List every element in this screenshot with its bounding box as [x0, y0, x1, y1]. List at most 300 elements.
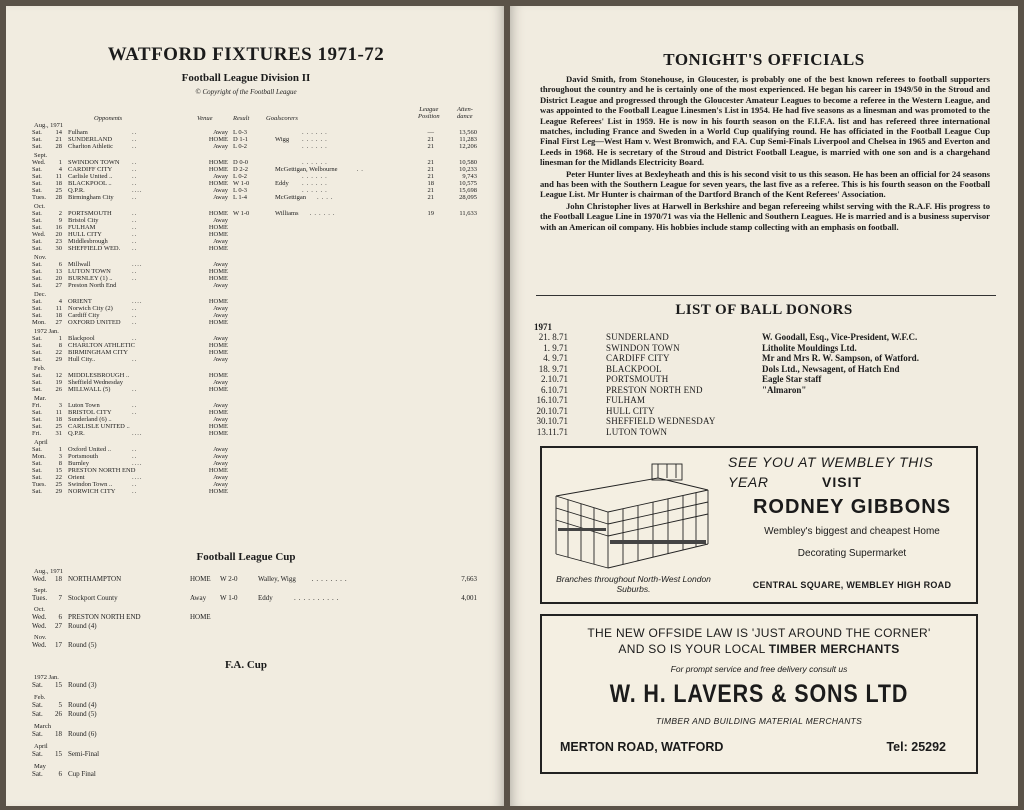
donor-name: Mr and Mrs R. W. Sampson, of Watford. — [762, 353, 919, 363]
fixture-position: 19 — [427, 210, 434, 217]
fixture-date: 11 — [55, 173, 62, 180]
leader-dots: .. — [132, 217, 138, 224]
fixture-date: 13 — [55, 268, 62, 275]
fixture-row — [32, 129, 492, 136]
fixture-goalscorers: Eddy — [258, 594, 273, 602]
fixture-opponent: PRESTON NORTH END — [68, 613, 141, 621]
fixture-venue: Away — [213, 460, 228, 467]
fixture-opponent: Round (4) — [68, 622, 97, 630]
fixture-goalscorers: Williams — [275, 210, 299, 217]
fixture-row — [32, 231, 492, 238]
fixture-day: Sat. — [32, 238, 42, 245]
month-label: 1972 Jan. — [34, 674, 59, 681]
donor-row — [534, 385, 1004, 396]
cup-fixture-row — [32, 594, 492, 604]
divider — [536, 295, 996, 296]
fixture-opponent: NORTHAMPTON — [68, 575, 122, 583]
donor-match: HULL CITY — [606, 405, 655, 416]
fixture-date: 25 — [55, 187, 62, 194]
donor-date: 6.10.71 — [541, 384, 568, 395]
donor-date: 21. 8.71 — [538, 332, 568, 342]
fixture-row — [32, 275, 492, 282]
leader-dots: .... — [132, 187, 143, 194]
fixture-position: 21 — [427, 173, 434, 180]
fixture-venue: Away — [213, 481, 228, 488]
fixture-date: 28 — [55, 143, 62, 150]
fixture-date: 26 — [55, 710, 62, 718]
leader-dots: .. — [132, 159, 138, 166]
fixture-date: 18 — [55, 180, 62, 187]
fixture-opponent: SWINDON TOWN — [68, 159, 120, 166]
timber-merchants-text: TIMBER MERCHANTS — [768, 642, 900, 656]
fixture-venue: Away — [213, 379, 228, 386]
fixture-day: Sat. — [32, 379, 42, 386]
month-label: Aug., 1971 — [34, 568, 64, 575]
month-label: Sept. — [34, 587, 48, 594]
fixture-opponent: Carlisle United .. — [68, 173, 113, 180]
header-opponents: Opponents — [94, 115, 123, 122]
fixture-date: 5 — [58, 701, 62, 709]
fixture-day: Sat. — [32, 312, 42, 319]
month-label: Nov. — [34, 254, 47, 261]
donor-row — [534, 374, 1004, 385]
fixture-opponent: Charlton Athletic — [68, 143, 113, 150]
fixture-attendance: 7,663 — [461, 575, 477, 583]
donor-row — [534, 416, 1004, 427]
fixture-row — [32, 386, 492, 393]
donor-row — [534, 427, 1004, 438]
fixture-result: D 0-0 — [233, 159, 248, 166]
leader-dots: ...... — [302, 187, 330, 194]
fixture-round: Round (3) — [68, 681, 97, 689]
fixture-venue: Away — [213, 194, 228, 201]
fixture-opponent: Stockport County — [68, 594, 118, 602]
fixture-venue: HOME — [208, 488, 228, 495]
fixture-row — [32, 481, 492, 488]
donor-date: 13.11.71 — [536, 426, 568, 437]
fixture-attendance: 12,206 — [459, 143, 477, 150]
fixture-date: 6 — [58, 770, 62, 778]
fixture-day: Sat. — [32, 710, 43, 718]
fa-cup-row — [32, 730, 492, 740]
fixture-row — [32, 187, 492, 194]
fixture-attendance: 10,580 — [459, 159, 477, 166]
month-label: Oct. — [34, 203, 46, 210]
donor-date: 20.10.71 — [536, 405, 568, 416]
donor-date: 1. 9.71 — [543, 342, 568, 353]
fixture-row — [32, 319, 492, 326]
leader-dots: .... — [317, 194, 336, 201]
leader-dots: ...... — [302, 173, 330, 180]
fixture-date: 30 — [55, 245, 62, 252]
fixture-goalscorers: Wigg — [275, 136, 290, 143]
fixture-row — [32, 335, 492, 342]
fixture-date: 8 — [58, 342, 62, 349]
fixture-row — [32, 238, 492, 245]
fixture-day: Sat. — [32, 143, 42, 150]
donor-name: Eagle Star staff — [762, 374, 822, 384]
fixture-round: Cup Final — [68, 770, 96, 778]
leader-dots: .... — [132, 460, 143, 467]
month-label: Feb. — [34, 694, 46, 701]
fixture-opponent: Q.P.R. — [68, 187, 85, 194]
fixture-opponent: Orient — [68, 474, 85, 481]
header-attendance: Atten- dance — [457, 106, 473, 120]
fixture-day: Wed. — [32, 159, 46, 166]
leader-dots: .. — [132, 143, 138, 150]
leader-dots: ...... — [302, 180, 330, 187]
fixture-opponent: Q.P.R. — [68, 430, 85, 437]
donors-title: LIST OF BALL DONORS — [675, 302, 853, 318]
fixtures-page — [6, 6, 504, 806]
fixture-row — [32, 446, 492, 453]
fixture-goalscorers: Walley, Wigg — [258, 575, 296, 583]
leader-dots: .. — [132, 245, 138, 252]
fixture-opponent: Sunderland (6) .. — [68, 416, 112, 423]
advert-tagline-2: Decorating Supermarket — [797, 548, 907, 559]
fixture-row — [32, 159, 492, 166]
fixture-date: 29 — [55, 488, 62, 495]
fixture-opponent: HULL CITY — [68, 231, 102, 238]
fixture-venue: Away — [213, 446, 228, 453]
fixture-date: 22 — [55, 349, 62, 356]
fixture-row — [32, 224, 492, 231]
fixture-day: Sat. — [32, 305, 42, 312]
fixture-row — [32, 356, 492, 363]
fixture-venue: HOME — [190, 575, 211, 583]
fixture-opponent: CHARLTON ATHLETIC — [68, 342, 135, 349]
fixture-opponent: Sheffield Wednesday — [68, 379, 124, 386]
fixture-venue: HOME — [208, 231, 228, 238]
fixture-row — [32, 136, 492, 143]
fixture-venue: Away — [213, 173, 228, 180]
fixture-date: 12 — [55, 372, 62, 379]
fixture-day: Sat. — [32, 342, 42, 349]
fa-cup-row — [32, 710, 492, 720]
visit-text: VISIT — [822, 474, 863, 490]
fixture-venue: Away — [213, 474, 228, 481]
leader-dots: .. — [132, 129, 138, 136]
fixture-day: Tues. — [32, 481, 47, 488]
fixture-day: Wed. — [32, 231, 46, 238]
fa-cup-row — [32, 770, 492, 780]
fixture-venue: Away — [213, 312, 228, 319]
fixture-venue: HOME — [208, 372, 228, 379]
fixture-row — [32, 245, 492, 252]
donor-row — [534, 332, 1004, 343]
fixture-attendance: 15,698 — [459, 187, 477, 194]
fixture-date: 8 — [58, 460, 62, 467]
donor-name: "Almaron" — [762, 384, 807, 395]
donor-match: SHEFFIELD WEDNESDAY — [606, 416, 716, 426]
fixture-date: 31 — [55, 430, 62, 437]
fixture-row — [32, 488, 492, 495]
fixture-date: 20 — [55, 231, 62, 238]
leader-dots: .. — [132, 488, 138, 495]
fixture-venue: Away — [213, 187, 228, 194]
fixture-row — [32, 409, 492, 416]
donor-name: Dols Ltd., Newsagent, of Hatch End — [762, 363, 900, 374]
leader-dots: .. — [132, 136, 138, 143]
fixture-result: W 2-0 — [220, 575, 238, 583]
lavers-advert — [540, 614, 978, 774]
donor-match: FULHAM — [606, 395, 646, 405]
fixture-day: Sat. — [32, 187, 42, 194]
leader-dots: .. — [132, 319, 138, 326]
fixture-position: 18 — [427, 180, 434, 187]
official-paragraph: John Christopher lives at Harwell in Berkshire and began refereeing whilst serving with the R.A.F. His progress to the Football League Line in 1970/71 was via the Hellenic and Southern Leagues. He is married and is a business supervisor with an American oil company. His hobbies include stamp collecting with an emphasis on football. — [540, 200, 990, 232]
fixture-attendance: 4,001 — [461, 594, 477, 602]
fixture-date: 2 — [58, 210, 62, 217]
league-cup-title: Football League Cup — [196, 551, 296, 563]
donor-row — [534, 395, 1004, 406]
fixture-venue: HOME — [208, 180, 228, 187]
donor-match: BLACKPOOL — [606, 363, 662, 374]
fixture-row — [32, 180, 492, 187]
fixture-round: Semi-Final — [68, 750, 100, 758]
fixture-attendance: 10,233 — [459, 166, 477, 173]
fixture-date: 9 — [58, 217, 62, 224]
fixture-date: 18 — [55, 730, 62, 738]
fixture-row — [32, 210, 492, 217]
fixture-day: Sat. — [32, 356, 42, 363]
leader-dots: .......... — [294, 594, 342, 602]
leader-dots: .... — [132, 298, 143, 305]
donor-match: SUNDERLAND — [606, 332, 670, 342]
fixture-goalscorers: Eddy — [275, 180, 289, 187]
timber-headline-text: AND SO IS YOUR LOCAL — [618, 642, 766, 656]
fixture-day: Sat. — [32, 282, 42, 289]
fixture-venue: Away — [213, 416, 228, 423]
fixture-row — [32, 312, 492, 319]
leader-dots: ...... — [309, 210, 338, 217]
fixture-opponent: CARDIFF CITY — [68, 166, 113, 173]
fixture-date: 23 — [55, 238, 62, 245]
fixture-round: Round (4) — [68, 701, 97, 709]
donor-date: 18. 9.71 — [538, 363, 568, 374]
fixture-date: 11 — [55, 305, 62, 312]
fixture-attendance: 13,560 — [459, 129, 477, 136]
fixture-day: Sat. — [32, 268, 42, 275]
leader-dots: .... — [132, 261, 143, 268]
officials-text — [540, 74, 990, 233]
company-address: MERTON ROAD, WATFORD — [560, 740, 724, 754]
donor-row — [534, 353, 1004, 364]
leader-dots: .. — [132, 312, 138, 319]
fixture-date: 7 — [58, 594, 62, 602]
fixture-row — [32, 467, 492, 474]
leader-dots: .. — [132, 335, 138, 342]
fixture-row — [32, 349, 492, 356]
fixture-venue: HOME — [208, 136, 228, 143]
fixture-goalscorers: McGettigan, Welbourne — [275, 166, 338, 173]
fixture-row — [32, 474, 492, 481]
fixture-venue: HOME — [208, 342, 228, 349]
donor-date: 16.10.71 — [536, 395, 568, 405]
fixture-venue: HOME — [208, 349, 228, 356]
store-building-illustration — [548, 456, 713, 571]
fixture-day: Wed. — [32, 641, 47, 649]
donor-name: Litholite Mouldings Ltd. — [762, 342, 857, 353]
month-label: April — [34, 439, 48, 446]
fixture-position: 21 — [427, 159, 434, 166]
leader-dots: .. — [132, 210, 138, 217]
fixture-opponent: Bristol City — [68, 217, 99, 224]
fixture-venue: Away — [213, 217, 228, 224]
fixture-opponent: LUTON TOWN — [68, 268, 111, 275]
branches-note: Branches throughout North-West London Suburbs. — [556, 574, 711, 594]
fixture-day: Wed. — [32, 622, 47, 630]
month-label: Aug., 1971 — [34, 122, 64, 129]
donor-row — [534, 364, 1004, 375]
fixture-day: Mon. — [32, 453, 46, 460]
fixture-row — [32, 416, 492, 423]
fixture-venue: Away — [213, 356, 228, 363]
fixture-venue: Away — [190, 594, 207, 602]
cup-fixture-row — [32, 641, 492, 651]
fixture-venue: Away — [213, 282, 228, 289]
fixture-venue: HOME — [208, 467, 228, 474]
fixture-venue: HOME — [208, 245, 228, 252]
fixture-attendance: 10,575 — [459, 180, 477, 187]
fixture-opponent: CARLISLE UNITED .. — [68, 423, 130, 430]
fixture-date: 14 — [55, 129, 62, 136]
leader-dots: ........ — [311, 575, 350, 583]
fixture-opponent: Preston North End — [68, 282, 117, 289]
fixture-venue: Away — [213, 143, 228, 150]
fixture-venue: HOME — [208, 159, 228, 166]
fixture-position: 21 — [427, 143, 434, 150]
fixture-venue: Away — [213, 335, 228, 342]
fixture-result: D 1-1 — [233, 136, 248, 143]
fixture-date: 25 — [55, 423, 62, 430]
fixture-opponent: Millwall — [68, 261, 91, 268]
copyright-note: © Copyright of the Football League — [195, 88, 297, 96]
fixture-day: Fri. — [32, 402, 42, 409]
fixture-opponent: Swindon Town .. — [68, 481, 113, 488]
donor-row — [534, 406, 1004, 417]
fa-cup-row — [32, 750, 492, 760]
fixture-date: 29 — [55, 356, 62, 363]
fixture-opponent: ORIENT — [68, 298, 92, 305]
fixture-opponent: BRISTOL CITY — [68, 409, 112, 416]
fixture-venue: Away — [213, 305, 228, 312]
leader-dots: .. — [132, 356, 138, 363]
donor-match: SWINDON TOWN — [606, 342, 680, 353]
fixture-date: 27 — [55, 282, 62, 289]
fixture-day: Sat. — [32, 681, 43, 689]
fixture-date: 6 — [58, 613, 62, 621]
company-description: TIMBER AND BUILDING MATERIAL MERCHANTS — [655, 716, 863, 726]
fixture-venue: HOME — [208, 430, 228, 437]
fixture-opponent: Birmingham City — [68, 194, 114, 201]
fixture-opponent: Blackpool — [68, 335, 95, 342]
fixture-day: Sat. — [32, 349, 42, 356]
fixture-day: Sat. — [32, 173, 42, 180]
page-title: WATFORD FIXTURES 1971-72 — [107, 44, 385, 65]
fixture-venue: HOME — [208, 166, 228, 173]
fixture-row — [32, 379, 492, 386]
fixture-day: Mon. — [32, 319, 46, 326]
fixture-date: 15 — [55, 467, 62, 474]
fixture-date: 25 — [55, 481, 62, 488]
fixture-day: Sat. — [32, 770, 43, 778]
leader-dots: .. — [132, 166, 138, 173]
fixture-venue: Away — [213, 238, 228, 245]
leader-dots: .. — [132, 305, 138, 312]
leader-dots: .. — [132, 231, 138, 238]
fixture-day: Sat. — [32, 488, 42, 495]
fixture-date: 1 — [58, 335, 62, 342]
fixture-date: 27 — [55, 319, 62, 326]
fixture-date: 26 — [55, 386, 62, 393]
fixture-attendance: 11,283 — [459, 136, 477, 143]
fixture-day: Sat. — [32, 460, 42, 467]
division-subtitle: Football League Division II — [181, 72, 311, 84]
donor-date: 4. 9.71 — [543, 353, 568, 363]
fixture-row — [32, 402, 492, 409]
fixture-day: Sat. — [32, 261, 42, 268]
fixture-day: Sat. — [32, 446, 42, 453]
donor-match: CARDIFF CITY — [606, 353, 670, 363]
fixture-result: L 1-4 — [233, 194, 248, 201]
fixture-day: Fri. — [32, 430, 42, 437]
fixture-date: 21 — [55, 136, 62, 143]
fixture-position: 21 — [427, 136, 434, 143]
fixture-date: 11 — [55, 409, 62, 416]
leader-dots: .. — [132, 446, 138, 453]
leader-dots: ...... — [302, 159, 330, 166]
fixture-result: L 0-2 — [233, 173, 248, 180]
leader-dots: .. — [356, 166, 366, 173]
fixture-venue: HOME — [208, 409, 228, 416]
fixture-venue: Away — [213, 261, 228, 268]
fixture-result: W 1-0 — [233, 180, 250, 187]
fixture-row — [32, 372, 492, 379]
donor-match: PORTSMOUTH — [606, 374, 669, 384]
month-label: March — [34, 723, 51, 730]
fixture-day: Sat. — [32, 730, 43, 738]
fixture-opponent: Portsmouth — [68, 453, 98, 460]
header-venue: Venue — [197, 115, 213, 122]
fixture-opponent: PRESTON NORTH END — [68, 467, 136, 474]
fixture-date: 18 — [55, 575, 62, 583]
fixture-attendance: 28,095 — [459, 194, 477, 201]
timber-headline — [542, 642, 976, 656]
fixture-date: 3 — [58, 453, 62, 460]
advert-tagline: Wembley's biggest and cheapest Home — [764, 526, 940, 537]
donors-year: 1971 — [534, 322, 552, 332]
fixture-goalscorers: McGettigan — [275, 194, 307, 201]
month-label: Dec. — [34, 291, 47, 298]
fixture-opponent: Luton Town — [68, 402, 100, 409]
fixture-date: 15 — [55, 681, 62, 689]
month-label: Feb. — [34, 365, 46, 372]
leader-dots: ...... — [302, 136, 330, 143]
fixture-row — [32, 423, 492, 430]
officials-title: TONIGHT'S OFFICIALS — [663, 50, 865, 69]
cup-fixture-row — [32, 622, 492, 632]
fixture-day: Sat. — [32, 298, 42, 305]
fixture-position: 21 — [427, 194, 434, 201]
fixture-opponent: OXFORD UNITED — [68, 319, 121, 326]
donor-date: 30.10.71 — [536, 416, 568, 426]
fixture-date: 28 — [55, 194, 62, 201]
month-label: Oct. — [34, 606, 46, 613]
fixture-venue: HOME — [208, 319, 228, 326]
leader-dots: .. — [132, 224, 138, 231]
month-label: April — [34, 743, 48, 750]
